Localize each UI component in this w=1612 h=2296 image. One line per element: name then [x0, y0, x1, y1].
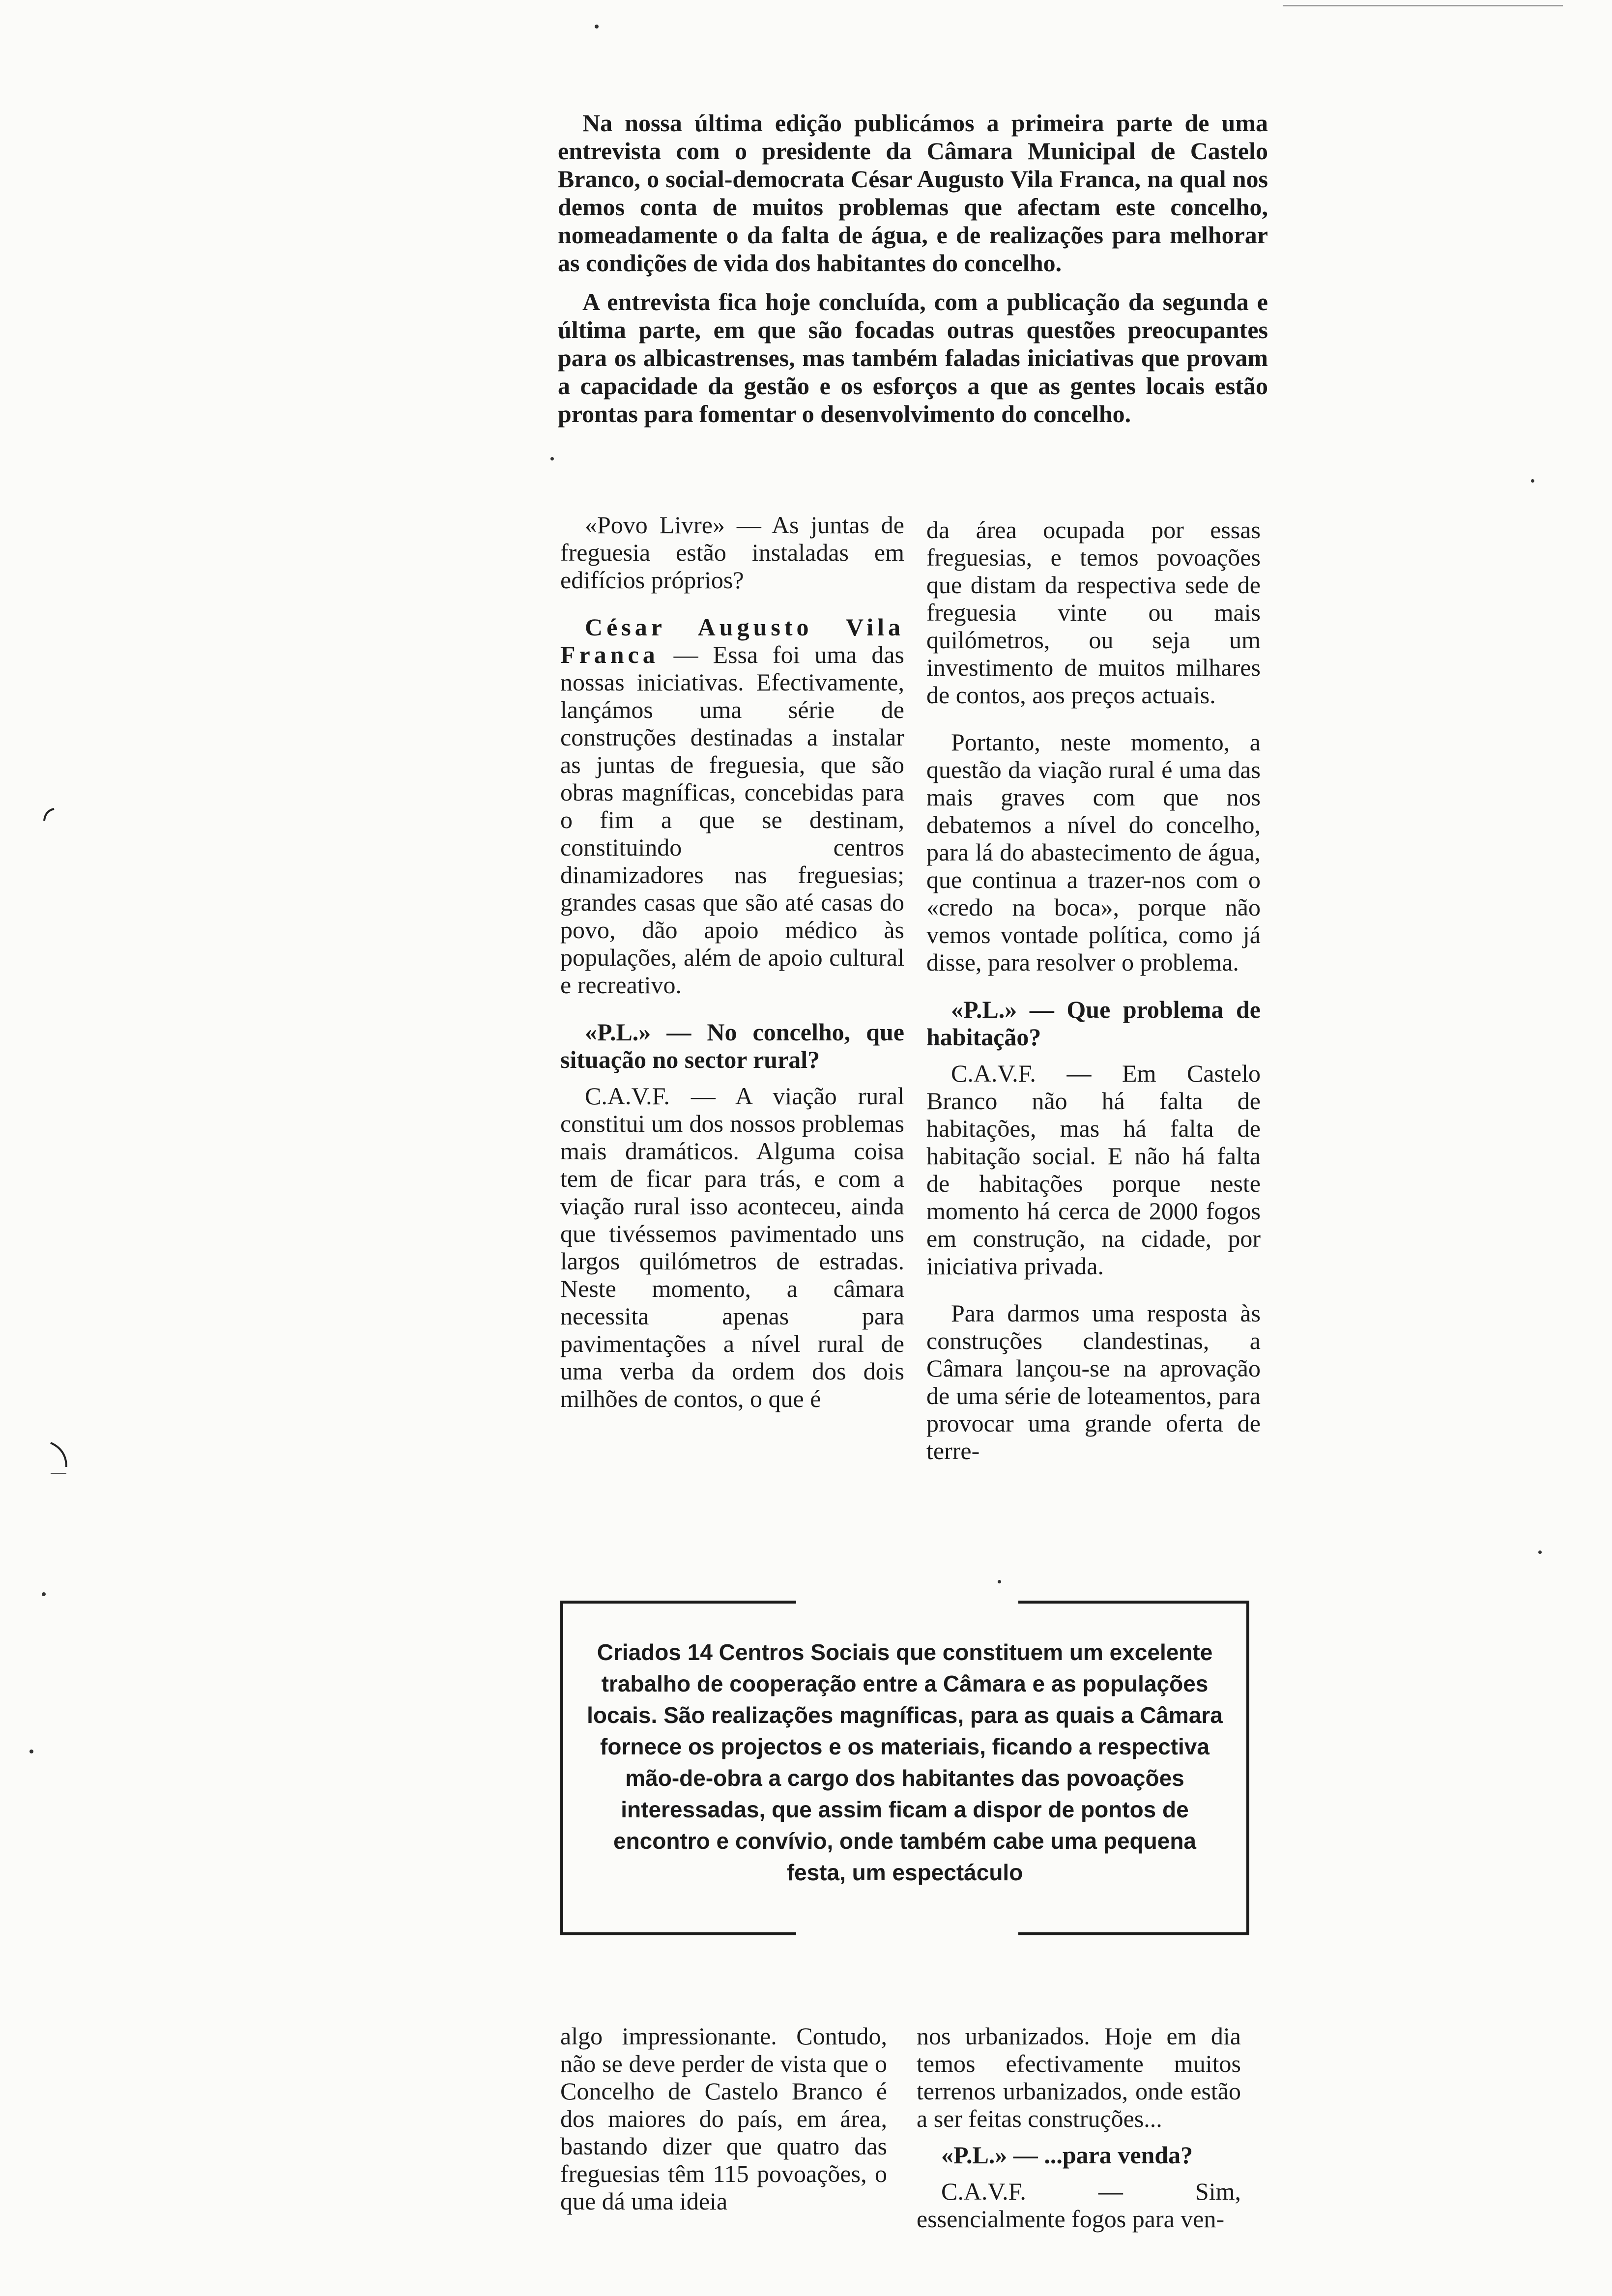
scan-speck [1538, 1550, 1542, 1554]
scan-speck [998, 1580, 1001, 1583]
answer-habitacao [926, 1060, 1261, 1280]
box-bottom-rule-right [1018, 1932, 1249, 1935]
answer-2 [560, 1082, 904, 1412]
answer-venda-speaker: C.A.V.F. [941, 2178, 1026, 2205]
answer-2-text: — A viação rural constitui um dos nossos problemas mais dramáticos. Alguma coisa tem de ficar para trás, e com a viação rural isso aconteceu, ainda que tivéssemos pavimentado uns largos quilómetros de estradas. Neste momento, a câmara necessita apenas para pavimentações a nível rural de uma verba da ordem dos dois milhões de contos, o que é [560, 1082, 904, 1412]
scan-speck [595, 25, 599, 29]
paragraph-urbanizados: nos urbanizados. Hoje em dia temos efectivamente muitos terrenos urbanizados, onde estão a ser feitas construções... [917, 2022, 1241, 2132]
box-top-rule-right [1018, 1601, 1249, 1604]
intro-section [558, 109, 1268, 439]
paragraph-continuation: da área ocupada por essas freguesias, e temos povoações que distam da respectiva sede de freguesia vinte ou mais quilómetros, ou seja um investimento de muitos milhares de contos, aos preços actuais. [926, 516, 1261, 709]
answer-venda-text: — Sim, essencialmente fogos para ven- [917, 2178, 1241, 2233]
paragraph-area: algo impressionante. Contudo, não se deve perder de vista que o Concelho de Castelo Branco é dos maiores do país, em área, bastando dizer que quatro das freguesias têm 115 povoações, o que dá uma ideia [560, 2022, 887, 2215]
scan-speck [1531, 479, 1534, 483]
question-habitacao-speaker: «P.L.» — [951, 996, 1054, 1023]
scan-speck [42, 1592, 46, 1596]
question-1-text: As juntas de freguesia estão instaladas em edifícios próprios? [560, 511, 904, 594]
answer-1 [560, 613, 904, 999]
top-rule [1283, 5, 1563, 6]
intro-paragraph-2: A entrevista fica hoje concluída, com a publicação da segunda e última parte, em que são focadas outras questões preocupantes para os albicastrenses, mas também faladas iniciativas que provam a capacidade da gestão e os esforços a que as gentes locais estão prontas para fomentar o desenvolvimento do concelho. [558, 288, 1268, 428]
answer-2-speaker: C.A.V.F. [585, 1082, 670, 1110]
question-venda-text: ...para venda? [1044, 2141, 1193, 2169]
highlight-text: Criados 14 Centros Sociais que constituem um excelente trabalho de cooperação entre a Câmara e as populações locais. São realizações magníficas, para as quais a Câmara fornece os projectos e os materiais, ficando a respectiva mão-de-obra a cargo dos habitantes das povoações interessadas, que assim ficam a dispor de pontos de encontro e convívio, onde também cabe uma pequena festa, um espectáculo [587, 1639, 1223, 1885]
answer-1-text: — Essa foi uma das nossas iniciativas. Efectivamente, lançámos uma série de construções destinadas a instalar as juntas de freguesia, que são obras magníficas, concebidas para o fim a que se destinam, constituindo centros dinamizadores nas freguesias; grandes casas que são até casas do povo, dão apoio médico às populações, além de apoio cultural e recreativo. [560, 641, 904, 999]
question-2 [560, 1018, 904, 1073]
question-venda-speaker: «P.L.» — [941, 2141, 1038, 2169]
question-venda [917, 2141, 1241, 2169]
answer-venda [917, 2178, 1241, 2233]
answer-1-speaker: César Augusto Vila Franca [560, 613, 904, 668]
column-left-top [560, 511, 904, 1432]
answer-habitacao-text: — Em Castelo Branco não há falta de habitações, mas há falta de habitação social. E não há falta de habitações porque neste momento há cerca de 2000 fogos em construção, na cidade, por iniciativa privada. [926, 1060, 1261, 1280]
answer-habitacao-speaker: C.A.V.F. [951, 1060, 1036, 1087]
intro-paragraph-1: Na nossa última edição publicámos a primeira parte de uma entrevista com o presidente da Câmara Municipal de Castelo Branco, o social-democrata César Augusto Vila Franca, na qual nos demos conta de muitos problemas que afectam este concelho, nomeadamente o da falta de água, e de realizações para melhorar as condições de vida dos habitantes do concelho. [558, 109, 1268, 277]
question-1 [560, 511, 904, 594]
column-left-bottom [560, 2022, 887, 2235]
paragraph-viacao: Portanto, neste momento, a questão da viação rural é uma das mais graves com que nos debatemos a nível do concelho, para lá do abastecimento de água, que continua a trazer-nos com o «credo na boca», porque não vemos vontade política, como já disse, para resolver o problema. [926, 728, 1261, 976]
highlight-box [560, 1602, 1249, 1934]
paragraph-loteamentos: Para darmos uma resposta às construções clandestinas, a Câmara lançou-se na aprovação de uma série de loteamentos, para provocar uma grande oferta de terre- [926, 1299, 1261, 1464]
scan-speck [550, 457, 554, 460]
box-top-rule-left [560, 1601, 796, 1604]
question-habitacao-text: Que problema de habitação? [926, 996, 1261, 1051]
question-2-speaker: «P.L.» — [585, 1018, 691, 1046]
column-right-top [926, 516, 1261, 1484]
question-habitacao [926, 996, 1261, 1051]
scan-mark [47, 1440, 76, 1474]
question-2-text: No concelho, que situação no sector rural? [560, 1018, 904, 1073]
scan-mark [39, 806, 59, 826]
scan-speck [29, 1750, 33, 1753]
box-bottom-rule-left [560, 1932, 796, 1935]
question-1-speaker: «Povo Livre» — [585, 511, 761, 539]
column-right-bottom [917, 2022, 1241, 2252]
